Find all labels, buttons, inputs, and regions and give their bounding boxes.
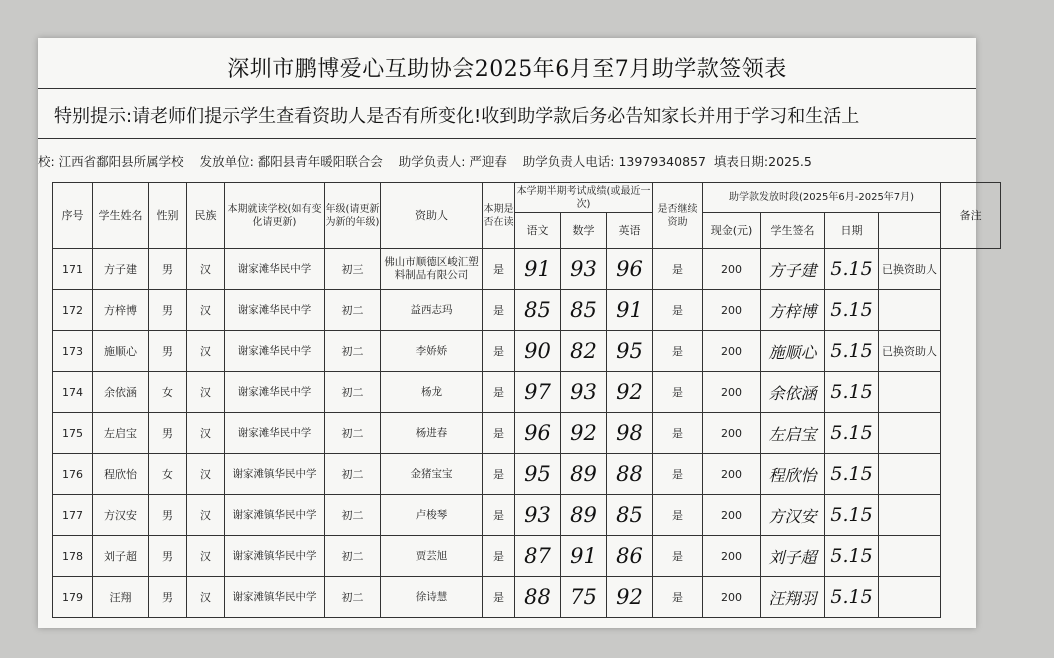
student-name-cell: 方梓博 <box>93 290 149 331</box>
sign-date-cell: 5.15 <box>825 536 879 577</box>
sponsor-cell: 金猪宝宝 <box>381 454 483 495</box>
row-no-cell: 175 <box>53 413 93 454</box>
divider <box>38 88 976 89</box>
cash-amount-cell: 200 <box>703 249 761 290</box>
cash-amount-cell: 200 <box>703 577 761 618</box>
score-chinese-cell: 87 <box>515 536 561 577</box>
header-ethnicity: 民族 <box>187 183 225 249</box>
score-english-cell: 98 <box>607 413 653 454</box>
row-no-cell: 176 <box>53 454 93 495</box>
table-row <box>53 454 1001 495</box>
score-chinese-cell: 93 <box>515 495 561 536</box>
score-english-cell: 86 <box>607 536 653 577</box>
header-gender: 性别 <box>149 183 187 249</box>
school-cell: 谢家滩华民中学 <box>225 413 325 454</box>
remark-cell <box>879 290 941 331</box>
table-body <box>53 249 1001 618</box>
table-row <box>53 372 1001 413</box>
table-row <box>53 536 1001 577</box>
sign-date-cell: 5.15 <box>825 413 879 454</box>
student-name-cell: 刘子超 <box>93 536 149 577</box>
enrolled-cell: 是 <box>483 290 515 331</box>
score-english-cell: 95 <box>607 331 653 372</box>
score-chinese-cell: 90 <box>515 331 561 372</box>
ethnicity-cell: 汉 <box>187 290 225 331</box>
row-no-cell: 174 <box>53 372 93 413</box>
continue-aid-cell: 是 <box>653 331 703 372</box>
grade-cell: 初三 <box>325 249 381 290</box>
score-chinese-cell: 95 <box>515 454 561 495</box>
student-signature-cell: 左启宝 <box>761 413 825 454</box>
student-signature-cell: 汪翔羽 <box>761 577 825 618</box>
enrolled-cell: 是 <box>483 536 515 577</box>
gender-cell: 男 <box>149 331 187 372</box>
score-math-cell: 89 <box>561 495 607 536</box>
enrolled-cell: 是 <box>483 249 515 290</box>
enrolled-cell: 是 <box>483 577 515 618</box>
row-no-cell: 172 <box>53 290 93 331</box>
remark-cell <box>879 495 941 536</box>
table-row <box>53 331 1001 372</box>
header-sponsor: 资助人 <box>381 183 483 249</box>
sign-date-cell: 5.15 <box>825 372 879 413</box>
score-chinese-cell: 96 <box>515 413 561 454</box>
ethnicity-cell: 汉 <box>187 495 225 536</box>
ethnicity-cell: 汉 <box>187 536 225 577</box>
grade-cell: 初二 <box>325 331 381 372</box>
sponsor-cell: 卢梭琴 <box>381 495 483 536</box>
sign-date-cell: 5.15 <box>825 577 879 618</box>
sponsor-cell: 杨龙 <box>381 372 483 413</box>
score-english-cell: 88 <box>607 454 653 495</box>
score-chinese-cell: 88 <box>515 577 561 618</box>
grade-cell: 初二 <box>325 536 381 577</box>
school-cell: 谢家滩华民中学 <box>225 372 325 413</box>
ethnicity-cell: 汉 <box>187 249 225 290</box>
header-grade: 年级(请更新为新的年级) <box>325 183 381 249</box>
score-chinese-cell: 91 <box>515 249 561 290</box>
remark-cell <box>879 413 941 454</box>
continue-aid-cell: 是 <box>653 536 703 577</box>
grade-cell: 初二 <box>325 290 381 331</box>
score-english-cell: 92 <box>607 577 653 618</box>
info-leader: 助学负责人: 严迎春 <box>398 154 507 169</box>
row-no-cell: 177 <box>53 495 93 536</box>
score-math-cell: 91 <box>561 536 607 577</box>
header-continue: 是否继续资助 <box>653 183 703 249</box>
score-math-cell: 82 <box>561 331 607 372</box>
enrolled-cell: 是 <box>483 331 515 372</box>
cash-amount-cell: 200 <box>703 372 761 413</box>
header-name: 学生姓名 <box>93 183 149 249</box>
enrolled-cell: 是 <box>483 372 515 413</box>
grade-cell: 初二 <box>325 454 381 495</box>
score-chinese-cell: 85 <box>515 290 561 331</box>
school-cell: 谢家滩镇华民中学 <box>225 577 325 618</box>
header-enrolled: 本期是否在读 <box>483 183 515 249</box>
remark-cell <box>879 536 941 577</box>
school-cell: 谢家滩华民中学 <box>225 331 325 372</box>
table-row <box>53 290 1001 331</box>
enrolled-cell: 是 <box>483 495 515 536</box>
ethnicity-cell: 汉 <box>187 454 225 495</box>
header-no: 序号 <box>53 183 93 249</box>
grade-cell: 初二 <box>325 413 381 454</box>
aid-signature-table <box>52 182 1001 618</box>
remark-cell: 已换资助人 <box>879 249 941 290</box>
gender-cell: 女 <box>149 372 187 413</box>
student-signature-cell: 余依涵 <box>761 372 825 413</box>
remark-cell: 已换资助人 <box>879 331 941 372</box>
ethnicity-cell: 汉 <box>187 413 225 454</box>
score-english-cell: 91 <box>607 290 653 331</box>
gender-cell: 男 <box>149 249 187 290</box>
score-math-cell: 85 <box>561 290 607 331</box>
divider <box>38 138 976 139</box>
header-math: 数学 <box>561 213 607 249</box>
student-name-cell: 汪翔 <box>93 577 149 618</box>
sign-date-cell: 5.15 <box>825 454 879 495</box>
info-issuer: 发放单位: 鄱阳县青年暖阳联合会 <box>199 154 383 169</box>
continue-aid-cell: 是 <box>653 454 703 495</box>
ethnicity-cell: 汉 <box>187 331 225 372</box>
score-chinese-cell: 97 <box>515 372 561 413</box>
sign-date-cell: 5.15 <box>825 331 879 372</box>
cash-amount-cell: 200 <box>703 331 761 372</box>
info-school: 校: 江西省鄱阳县所属学校 <box>38 154 184 169</box>
student-name-cell: 方汉安 <box>93 495 149 536</box>
sign-date-cell: 5.15 <box>825 495 879 536</box>
school-cell: 谢家滩镇华民中学 <box>225 536 325 577</box>
remark-cell <box>879 577 941 618</box>
continue-aid-cell: 是 <box>653 372 703 413</box>
sign-date-cell: 5.15 <box>825 290 879 331</box>
sponsor-cell: 佛山市顺德区峻汇塑料制品有限公司 <box>381 249 483 290</box>
info-phone: 助学负责人电话: 13979340857 <box>522 154 706 169</box>
score-math-cell: 93 <box>561 249 607 290</box>
cash-amount-cell: 200 <box>703 290 761 331</box>
row-no-cell: 171 <box>53 249 93 290</box>
student-name-cell: 余依涵 <box>93 372 149 413</box>
student-signature-cell: 方子建 <box>761 249 825 290</box>
header-cash: 现金(元) <box>703 213 761 249</box>
score-math-cell: 89 <box>561 454 607 495</box>
student-signature-cell: 方梓博 <box>761 290 825 331</box>
cash-amount-cell: 200 <box>703 413 761 454</box>
cash-amount-cell: 200 <box>703 454 761 495</box>
student-name-cell: 程欣怡 <box>93 454 149 495</box>
student-name-cell: 施顺心 <box>93 331 149 372</box>
score-math-cell: 93 <box>561 372 607 413</box>
document-title: 深圳市鹏博爱心互助协会2025年6月至7月助学款签领表 <box>227 57 787 82</box>
sponsor-cell: 贾芸旭 <box>381 536 483 577</box>
gender-cell: 男 <box>149 536 187 577</box>
score-english-cell: 92 <box>607 372 653 413</box>
header-period: 助学款发放时段(2025年6月-2025年7月) <box>703 183 941 213</box>
continue-aid-cell: 是 <box>653 290 703 331</box>
table-row <box>53 495 1001 536</box>
school-cell: 谢家滩华民中学 <box>225 249 325 290</box>
grade-cell: 初二 <box>325 372 381 413</box>
enrolled-cell: 是 <box>483 413 515 454</box>
table-row <box>53 413 1001 454</box>
gender-cell: 男 <box>149 577 187 618</box>
sponsor-cell: 徐诗慧 <box>381 577 483 618</box>
remark-cell <box>879 454 941 495</box>
score-math-cell: 92 <box>561 413 607 454</box>
gender-cell: 男 <box>149 290 187 331</box>
header-school: 本期就读学校(如有变化请更新) <box>225 183 325 249</box>
school-cell: 谢家滩镇华民中学 <box>225 454 325 495</box>
header-english: 英语 <box>607 213 653 249</box>
cash-amount-cell: 200 <box>703 536 761 577</box>
table-row <box>53 577 1001 618</box>
header-signature: 学生签名 <box>761 213 825 249</box>
header-scores: 本学期半期考试成绩(或最近一次) <box>515 183 653 213</box>
info-line <box>38 152 1038 170</box>
sponsor-cell: 益西志玛 <box>381 290 483 331</box>
student-signature-cell: 程欣怡 <box>761 454 825 495</box>
ethnicity-cell: 汉 <box>187 577 225 618</box>
continue-aid-cell: 是 <box>653 413 703 454</box>
header-remark: 备注 <box>941 183 1001 249</box>
remark-cell <box>879 372 941 413</box>
header-date: 日期 <box>825 213 879 249</box>
student-signature-cell: 施顺心 <box>761 331 825 372</box>
continue-aid-cell: 是 <box>653 577 703 618</box>
table-row <box>53 249 1001 290</box>
school-cell: 谢家滩华民中学 <box>225 290 325 331</box>
school-cell: 谢家滩镇华民中学 <box>225 495 325 536</box>
student-name-cell: 左启宝 <box>93 413 149 454</box>
document-sheet <box>38 38 982 628</box>
score-math-cell: 75 <box>561 577 607 618</box>
row-no-cell: 173 <box>53 331 93 372</box>
score-english-cell: 96 <box>607 249 653 290</box>
sponsor-cell: 杨进春 <box>381 413 483 454</box>
special-notice: 特别提示:请老师们提示学生查看资助人是否有所变化!收到助学款后务必告知家长并用于学习和生活上 <box>54 106 860 127</box>
student-signature-cell: 方汉安 <box>761 495 825 536</box>
cash-amount-cell: 200 <box>703 495 761 536</box>
continue-aid-cell: 是 <box>653 495 703 536</box>
continue-aid-cell: 是 <box>653 249 703 290</box>
grade-cell: 初二 <box>325 577 381 618</box>
gender-cell: 男 <box>149 413 187 454</box>
gender-cell: 男 <box>149 495 187 536</box>
row-no-cell: 178 <box>53 536 93 577</box>
student-name-cell: 方子建 <box>93 249 149 290</box>
sponsor-cell: 李娇娇 <box>381 331 483 372</box>
ethnicity-cell: 汉 <box>187 372 225 413</box>
enrolled-cell: 是 <box>483 454 515 495</box>
score-english-cell: 85 <box>607 495 653 536</box>
sign-date-cell: 5.15 <box>825 249 879 290</box>
header-chinese: 语文 <box>515 213 561 249</box>
info-fill-date: 填表日期:2025.5 <box>713 154 812 169</box>
row-no-cell: 179 <box>53 577 93 618</box>
grade-cell: 初二 <box>325 495 381 536</box>
student-signature-cell: 刘子超 <box>761 536 825 577</box>
gender-cell: 女 <box>149 454 187 495</box>
